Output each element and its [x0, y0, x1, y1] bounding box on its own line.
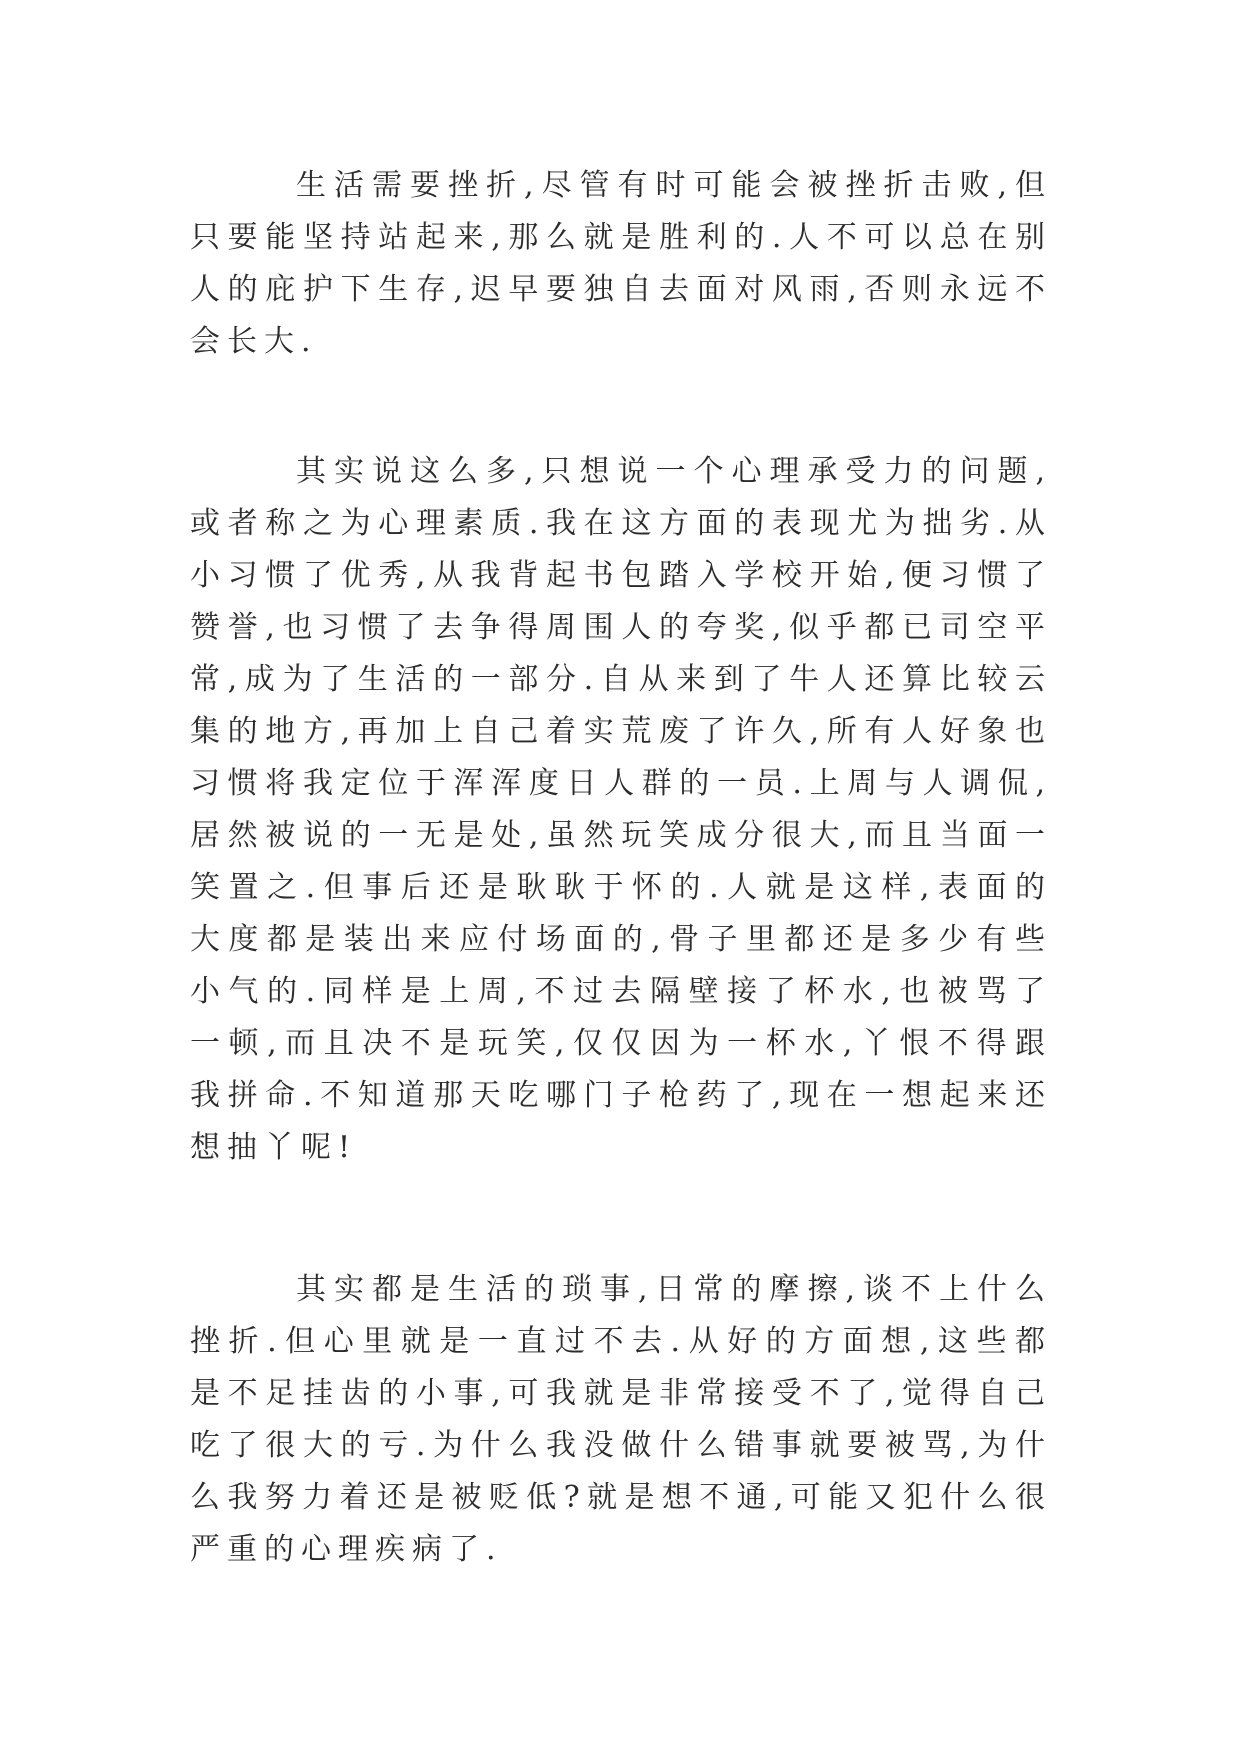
paragraph-2: 其实说这么多,只想说一个心理承受力的问题,或者称之为心理素质.我在这方面的表现尤为拙劣.从小习惯了优秀,从我背起书包踏入学校开始,便习惯了赞誉,也习惯了去争得周围人的夸奖,似乎都已司空平常,成为了生活的一部分.自从来到了牛人还算比较云集的地方,再加上自己着实荒废了许久,所有人好象也习惯将我定位于浑浑度日人群的一员.上周与人调侃,居然被说的一无是处,虽然玩笑成分很大,而且当面一笑置之.但事后还是耿耿于怀的.人就是这样,表面的大度都是装出来应付场面的,骨子里都还是多少有些小气的.同样是上周,不过去隔壁接了杯水,也被骂了一顿,而且决不是玩笑,仅仅因为一杯水,丫恨不得跟我拼命.不知道那天吃哪门子枪药了,现在一想起来还想抽丫呢!: [190, 454, 1052, 1165]
paragraph-3: 其实都是生活的琐事,日常的摩擦,谈不上什么挫折.但心里就是一直过不去.从好的方面想,这些都是不足挂齿的小事,可我就是非常接受不了,觉得自己吃了很大的亏.为什么我没做什么错事就要被骂,为什么我努力着还是被贬低?就是想不通,可能又犯什么很严重的心理疾病了.: [190, 1272, 1052, 1567]
paragraph-1: 生活需要挫折,尽管有时可能会被挫折击败,但只要能坚持站起来,那么就是胜利的.人不可以总在别人的庇护下生存,迟早要独自去面对风雨,否则永远不会长大.: [190, 168, 1052, 359]
